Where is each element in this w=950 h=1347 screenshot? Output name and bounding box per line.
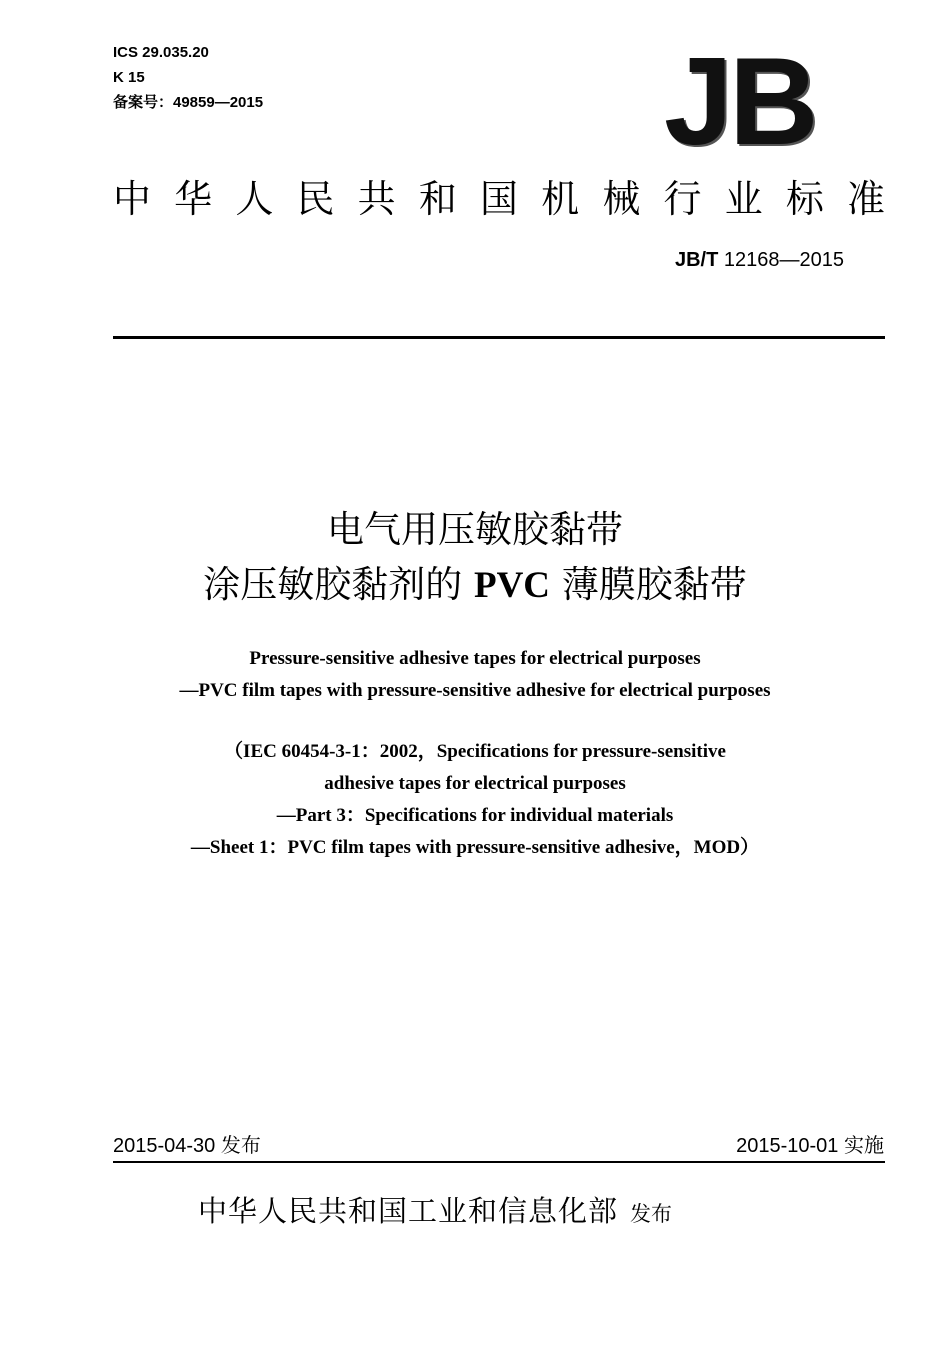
classification-block [113,40,263,115]
implementation-date: 2015-10-01 实施 [736,1135,884,1157]
iec-reference [0,736,950,864]
chinese-title-line2-latin: PVC [473,565,551,606]
standard-category: 中华人民共和国机械行业标准 [113,177,885,221]
standard-number [675,247,844,273]
chinese-title-line2 [0,558,950,613]
ccs-code: K 15 [113,69,145,86]
header-divider [113,336,885,339]
publisher-org: 中华人民共和国工业和信息化部 [198,1194,619,1228]
iec-reference-line4: —Sheet 1：PVC film tapes with pressure-sensitive adhesive，MOD） [190,837,760,858]
iec-reference-line1: （IEC 60454-3-1：2002，Specifications for pressure-sensitive [224,741,726,762]
standard-code: 12168—2015 [718,249,844,271]
publisher-action: 发布 [630,1202,673,1226]
ics-code: ICS 29.035.20 [113,44,209,61]
iec-reference-line3: —Part 3：Specifications for individual materials [276,805,674,826]
standard-prefix: JB/T [674,249,719,271]
issue-date: 2015-04-30 发布 [113,1135,261,1157]
publisher [198,1189,672,1230]
chinese-title-line1: 电气用压敏胶黏带 [327,508,623,551]
chinese-title-line2-post: 薄膜胶黏带 [550,563,747,606]
chinese-title-line2-pre: 涂压敏胶黏剂的 [203,563,474,606]
english-title [0,643,950,707]
iec-reference-line2: adhesive tapes for electrical purposes [324,773,626,794]
english-title-line1: Pressure-sensitive adhesive tapes for electrical purposes [249,648,701,669]
record-number: 备案号：49859—2015 [113,94,264,111]
english-title-line2: —PVC film tapes with pressure-sensitive adhesive for electrical purposes [179,680,771,701]
jb-logo: JB [664,33,815,171]
footer-divider [113,1161,885,1163]
